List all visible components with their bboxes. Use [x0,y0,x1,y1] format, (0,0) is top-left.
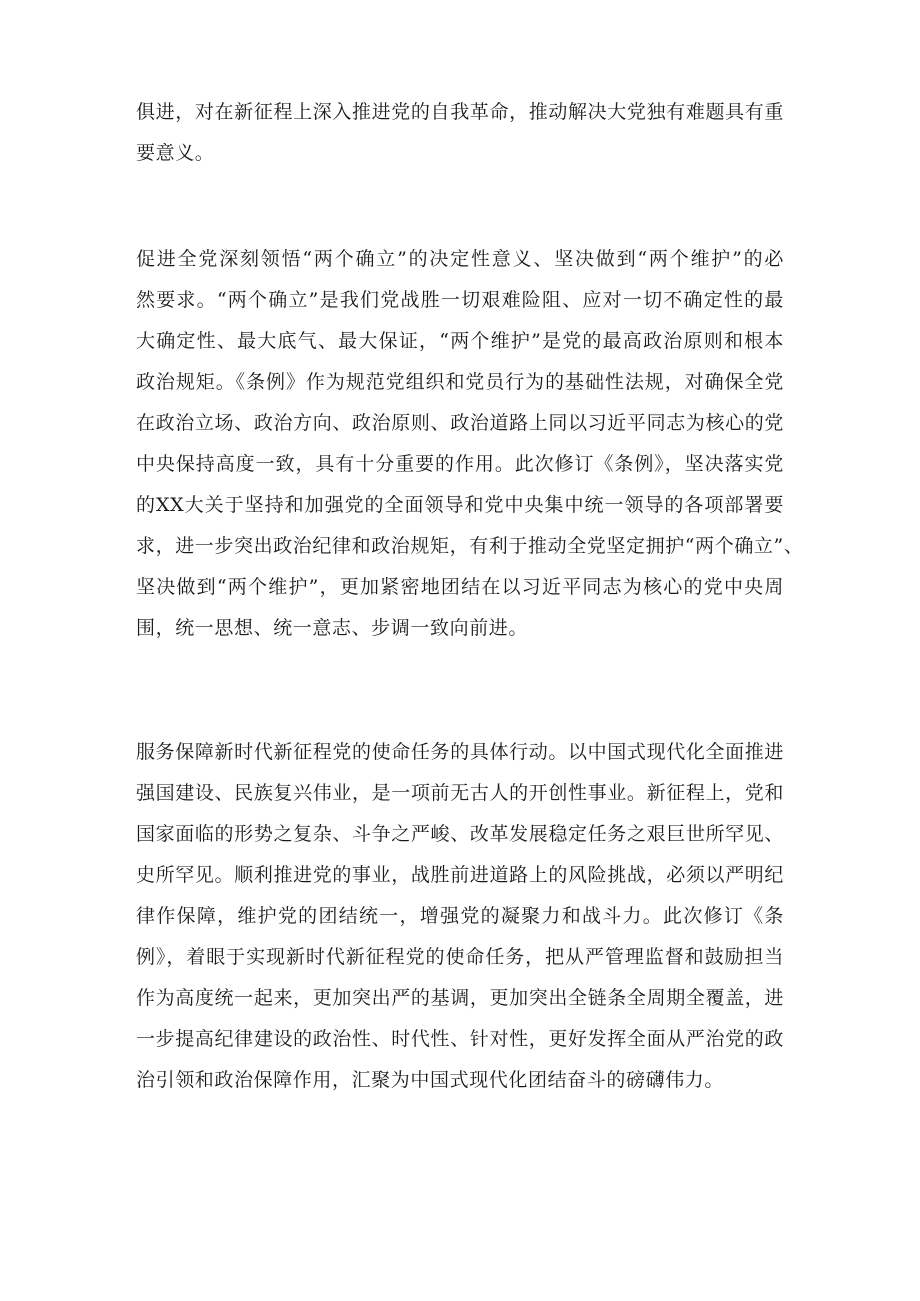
text-line: 求，进一步突出政治纪律和政治规矩，有利于推动全党坚定拥护“两个确立”、 [136,535,804,557]
text-line: 围，统一思想、统一意志、步调一致向前进。 [136,617,529,639]
text-line: 坚决做到“两个维护”，更加紧密地团结在以习近平同志为核心的党中央周 [136,576,784,598]
text-line: 然要求。“两个确立”是我们党战胜一切艰难险阻、应对一切不确定性的最 [136,289,784,311]
text-line: 中央保持高度一致，具有十分重要的作用。此次修订《条例》，坚决落实党 [136,453,784,475]
text-line: 国家面临的形势之复杂、斗争之严峻、改革发展稳定任务之艰巨世所罕见、 [136,823,784,845]
text-line: 在政治立场、政治方向、政治原则、政治道路上同以习近平同志为核心的党 [136,412,784,434]
text-line: 强国建设、民族复兴伟业，是一项前无古人的开创性事业。新征程上，党和 [136,782,784,804]
text-line: 一步提高纪律建设的政治性、时代性、针对性，更好发挥全面从严治党的政 [136,1028,784,1050]
text-line: 政治规矩。《条例》作为规范党组织和党员行为的基础性法规，对确保全党 [136,371,784,393]
paragraph-2 [136,239,804,649]
text-line: 作为高度统一起来，更加突出严的基调，更加突出全链条全周期全覆盖，进 [136,987,784,1009]
paragraph-3 [136,732,784,1101]
text-line: 要意义。 [136,142,215,164]
text-line: 例》，着眼于实现新时代新征程党的使命任务，把从严管理监督和鼓励担当 [136,946,784,968]
text-line: 服务保障新时代新征程党的使命任务的具体行动。以中国式现代化全面推进 [136,741,784,763]
text-line: 史所罕见。顺利推进党的事业，战胜前进道路上的风险挑战，必须以严明纪 [136,864,784,886]
text-line: 治引领和政治保障作用，汇聚为中国式现代化团结奋斗的磅礴伟力。 [136,1069,725,1091]
text-line: 促进全党深刻领悟“两个确立”的决定性意义、坚决做到“两个维护”的必 [136,248,784,270]
text-line: 俱进，对在新征程上深入推进党的自我革命，推动解决大党独有难题具有重 [136,101,784,123]
text-line: 的XX大关于坚持和加强党的全面领导和党中央集中统一领导的各项部署要 [136,494,784,516]
paragraph-1 [136,92,784,174]
text-line: 大确定性、最大底气、最大保证，“两个维护”是党的最高政治原则和根本 [136,330,784,352]
text-line: 律作保障，维护党的团结统一，增强党的凝聚力和战斗力。此次修订《条 [136,905,784,927]
